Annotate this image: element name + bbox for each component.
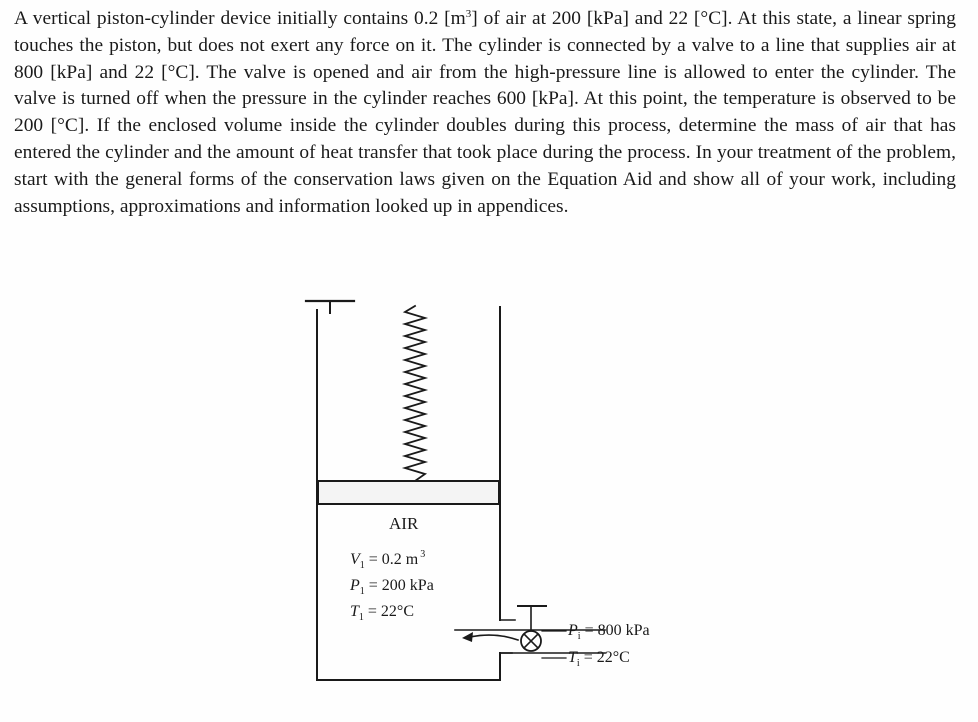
t1-label: $T_1 = 22^\circ C$ (350, 603, 414, 623)
ti-label: $T_i = 22^\circ C$ (568, 649, 630, 669)
flow-arrowhead-icon (462, 632, 473, 642)
pi-label: $P_i = 800$ kPa (568, 622, 650, 642)
piston (318, 481, 499, 504)
flow-arrow (470, 635, 518, 640)
air-label: AIR (389, 514, 419, 533)
p1-label: $P_1 = 200$ kPa (350, 577, 434, 597)
linear-spring (405, 306, 425, 481)
v1-label: $V_1 = 0.2$ m $^3$ (350, 549, 426, 571)
problem-text-part-1: A vertical piston-cylinder device initially contains 0.2 [m (14, 8, 466, 29)
cubic-exponent: 3 (465, 8, 472, 20)
problem-text-part-2: ] of air at 200 [kPa] and 22 [°C]. At this state, a linear spring touches the piston, but does not exert any force on it. The cylinder is connected by a valve to a line that supplies air at 800 [kPa] and 22 [°C]. The valve is opened and air from the high-pressure line is allowed to enter the cylinder. The valve is turned off when the pressure in the cylinder reaches 600 [kPa]. At this point, the temperature is observed to be 200 [°C]. If the enclosed volume inside the cylinder doubles during this process, determine the mass of air that has entered the cylinder and the amount of heat transfer that took place during the process. In your treatment of the problem, start with the general forms of the conservation laws given on the Equation Aid and show all of your work, including assumptions, approximations and information looked up in appendices. (14, 8, 956, 217)
